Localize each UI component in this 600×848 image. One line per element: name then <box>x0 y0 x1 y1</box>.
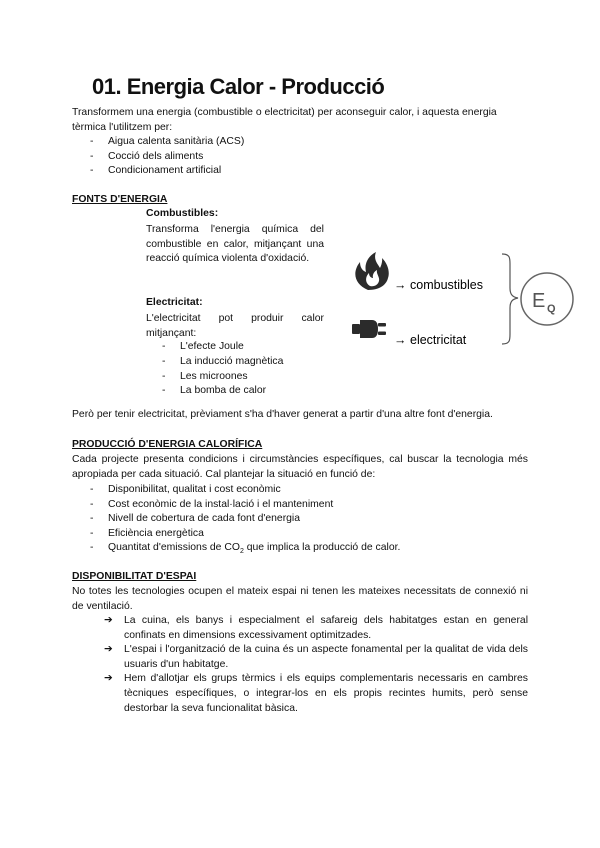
list-item <box>104 614 528 643</box>
list-item: - Eficiència energètica <box>90 527 400 542</box>
eq-subscript: Q <box>547 303 556 315</box>
section-heading-produccio: PRODUCCIÓ D'ENERGIA CALORÍFICA <box>72 439 263 450</box>
plug-icon <box>352 320 386 338</box>
combustibles-title: Combustibles: <box>146 208 219 219</box>
list-item: - La bomba de calor <box>162 384 283 399</box>
produccio-list <box>90 483 400 560</box>
eq-circle <box>521 273 573 325</box>
list-item: - Aigua calenta sanitària (ACS) <box>90 135 244 150</box>
list-item: - L'efecte Joule <box>162 340 283 355</box>
espai-item-text: Hem d'allotjar els grups tèrmics i els equips complementaris necessaris en cambres tècniques específiques, o integrar-los en els propis recintes humits, però sense destorbar la seva funcionalitat bàsica. <box>124 673 528 714</box>
list-item: - Nivell de cobertura de cada font d'energia <box>90 512 400 527</box>
list-item: - La inducció magnètica <box>162 355 283 370</box>
list-item <box>104 672 528 716</box>
intro-list <box>90 135 244 179</box>
co2-item-pre: Quantitat d'emissions de CO <box>108 542 240 554</box>
arrow-icon: ➔ <box>104 615 113 626</box>
intro-paragraph: Transformem una energia (combustible o electricitat) per aconseguir calor, i aquesta energia tèrmica l'utilitzem per: <box>72 107 497 133</box>
brace-icon <box>502 254 518 344</box>
list-item <box>90 541 400 560</box>
list-item: - Cost econòmic de la instal·lació i el manteniment <box>90 498 400 513</box>
espai-item-text: L'espai i l'organització de la cuina és un aspecte fonamental per la qualitat de vida dels usuaris d'un habitatge. <box>124 644 528 670</box>
electricitat-title: Electricitat: <box>146 297 203 308</box>
section-heading-fonts: FONTS D'ENERGIA <box>72 194 168 205</box>
list-item: - Cocció dels aliments <box>90 150 244 165</box>
list-item: - Les microones <box>162 370 283 385</box>
espai-list <box>104 614 528 716</box>
electricitat-text: L'electricitat pot produir calor mitjançant: <box>146 313 324 339</box>
co2-subscript: 2 <box>239 548 244 556</box>
eq-symbol: E <box>532 290 546 312</box>
diagram-label-combustibles: combustibles <box>410 278 483 292</box>
espai-paragraph: No totes les tecnologies ocupen el mateix espai ni tenen les mateixes necessitats de connexió ni de ventilació. <box>72 586 528 612</box>
section-heading-espai: DISPONIBILITAT D'ESPAI <box>72 571 197 582</box>
combustibles-text: Transforma l'energia química del combustible en calor, mitjançant una reacció química violenta d'oxidació. <box>146 224 324 265</box>
co2-item-post: que implica la producció de calor. <box>243 542 401 554</box>
fonts-note: Però per tenir electricitat, prèviament s'ha d'haver generat a partir d'una altre font d'energia. <box>72 409 493 420</box>
espai-item-text: La cuina, els banys i especialment el safareig dels habitatges estan en general confinats en dimensions excessivament optimitzades. <box>124 615 528 641</box>
diagram-label-electricitat: electricitat <box>410 333 467 347</box>
produccio-paragraph: Cada projecte presenta condicions i circumstàncies específiques, cal buscar la tecnologia més apropiada per cada situació. Cal plantejar la situació en funció de: <box>72 454 528 480</box>
arrow-combustibles: → <box>394 278 407 292</box>
page-title: 01. Energia Calor - Producció <box>92 74 385 99</box>
arrow-electricitat: → <box>394 333 407 347</box>
electricitat-list <box>162 340 283 399</box>
energy-diagram <box>350 250 580 350</box>
list-item: - Disponibilitat, qualitat i cost econòmic <box>90 483 400 498</box>
arrow-icon: ➔ <box>104 644 113 656</box>
arrow-icon: ➔ <box>104 673 113 685</box>
flame-icon <box>355 252 388 290</box>
list-item: - Condicionament artificial <box>90 164 244 179</box>
list-item <box>104 643 528 672</box>
